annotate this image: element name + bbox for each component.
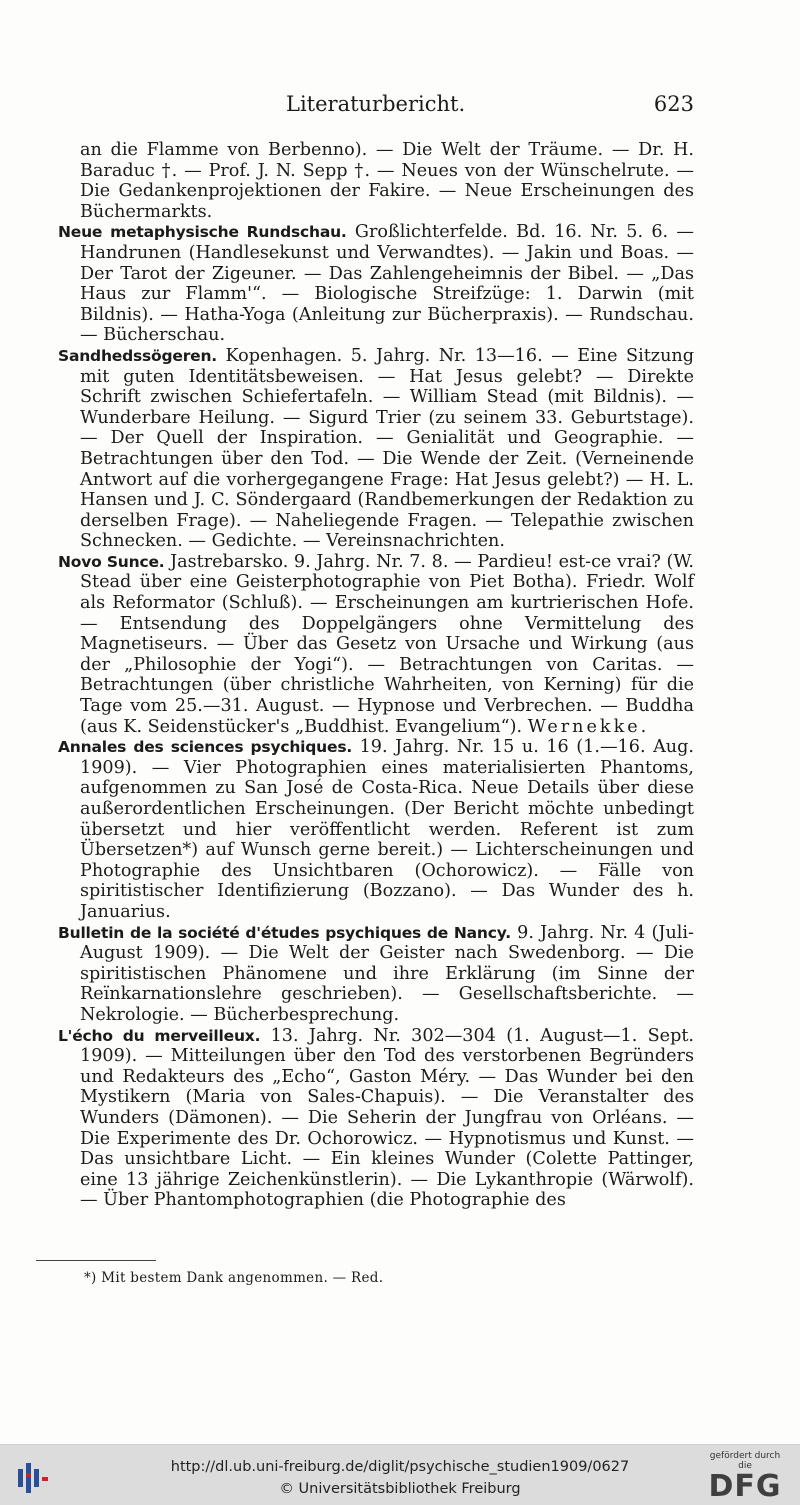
entry-headline: Annales des sciences psychiques.	[58, 738, 353, 757]
dfg-caption: gefördert durch die	[709, 1451, 781, 1471]
entry-neue-metaphysische-rundschau	[58, 222, 694, 346]
entry-headline: Novo Sunce.	[58, 552, 165, 571]
entry-text: an die Flamme von Berbenno). — Die Welt der Träume. — Dr. H. Baraduc †. — Prof. J. N. Sepp †. — Neues von der Wünschelrute. — Die Gedankenprojektionen der Fakire. — Neue Erscheinungen des Büchermarkts.	[80, 140, 694, 222]
entry-text: 13. Jahrg. Nr. 302—304 (1. August—1. Sept. 1909). — Mitteilungen über den Tod des verstorbenen Begründers und Redakteurs des „Echo“, Gaston Méry. — Das Wunder bei den Mystikern (Maria von Sales-Chapuis). — Die Veranstalter des Wunders (Dämonen). — Die Seherin der Jungfrau von Orléans. — Die Experimente des Dr. Ochorowicz. — Hypnotismus und Kunst. — Das unsichtbare Licht. — Ein kleines Wunder (Colette Pattinger, eine 13 jährige Zeichenkünstlerin). — Die Lykanthropie (Wärwolf). — Über Phantomphotographien (die Photographie des	[80, 1025, 694, 1211]
body-text	[58, 140, 694, 1211]
entry-sandhedssogeren	[58, 346, 694, 552]
running-head-title: Literaturbericht.	[286, 92, 466, 116]
entry-headline: Sandhedssögeren.	[58, 346, 217, 365]
reviewer-signature: Wernekke.	[527, 716, 650, 737]
entry-novo-sunce	[58, 552, 694, 737]
permalink-url[interactable]: http://dl.ub.uni-freiburg.de/diglit/psychische_studien1909/0627	[170, 1459, 630, 1475]
viewer-footer	[0, 1444, 800, 1505]
entry-headline: Neue metaphysische Rundschau.	[58, 223, 347, 242]
entry-text: Großlichterfelde. Bd. 16. Nr. 5. 6. — Handrunen (Handlesekunst und Verwandtes). — Jakin und Boas. — Der Tarot der Zigeuner. — Das Zahlengeheimnis der Bibel. — „Das Haus zur Flamm'“. — Biologische Streifzüge: 1. Darwin (mit Bildnis). — Hatha-Yoga (Anleitung zur Bücherpraxis). — Rundschau. — Bücherschau.	[80, 222, 694, 346]
entry-text: 19. Jahrg. Nr. 15 u. 16 (1.—16. Aug. 1909). — Vier Photographien eines materialisierten Phantoms, aufgenommen zu San José de Costa-Rica. Neue Details über diese außerordentlichen Erscheinungen. (Der Bericht möchte unbedingt übersetzt und hier veröffentlicht werden. Referent ist zum Übersetzen*) auf Wunsch gerne bereit.) — Lichterscheinungen und Photographie des Unsichtbaren (Ochorowicz). — Fälle von spiritistischer Identifizierung (Bozzano). — Das Wunder des h. Januarius.	[80, 737, 694, 922]
entry-text: Kopenhagen. 5. Jahrg. Nr. 13—16. — Eine Sitzung mit guten Identitätsbeweisen. — Hat Jesus gelebt? — Direkte Schrift zwischen Schiefertafeln. — William Stead (mit Bildnis). — Wunderbare Heilung. — Sigurd Trier (zu seinem 33. Geburtstage). — Der Quell der Inspiration. — Genialität und Geographie. — Betrachtungen über den Tod. — Die Wende der Zeit. (Verneinende Antwort auf die vorhergegangene Frage: Hat Jesus gelebt?) — H. L. Hansen und J. C. Söndergaard (Randbemerkungen der Redaktion zu derselben Frage). — Naheliegende Fragen. — Telepathie zwischen Schnecken. — Gedichte. — Vereinsnachrichten.	[80, 345, 694, 552]
entry-text: 9. Jahrg. Nr. 4 (Juli-August 1909). — Die Welt der Geister nach Swedenborg. — Die spiritistischen Phänomene und ihre Erklärung (im Sinne der Reïnkarnationslehre geschrieben). — Gesellschaftsberichte. — Nekrologie. — Bücherbesprechung.	[80, 922, 694, 1025]
footnote: *) Mit bestem Dank angenommen. — Red.	[84, 1270, 384, 1286]
entry-headline: Bulletin de la société d'études psychiques de Nancy.	[58, 923, 511, 942]
dfg-funding-badge	[702, 1451, 788, 1503]
entry-annales-des-sciences-psychiques	[58, 737, 694, 922]
entry-echo-du-merveilleux	[58, 1026, 694, 1211]
dfg-logo: DFG	[708, 1469, 782, 1504]
footnote-divider	[36, 1260, 156, 1261]
entry-continuation	[58, 140, 694, 222]
entry-bulletin-nancy	[58, 923, 694, 1026]
entry-text: Jastrebarsko. 9. Jahrg. Nr. 7. 8. — Pardieu! est-ce vrai? (W. Stead über eine Geisterphotographie von Piet Botha). Friedr. Wolf als Reformator (Schluß). — Erscheinungen am kurtrierischen Hofe. — Entsendung des Doppelgängers ohne Vermittelung des Magnetiseurs. — Über das Gesetz von Ursache und Wirkung (aus der „Philosophie der Yogi“). — Betrachtungen von Caritas. — Betrachtungen (über christliche Wahrheiten, von Kerning) für die Tage vom 25.—31. August. — Hypnose und Verbrechen. — Buddha (aus K. Seidenstücker's „Buddhist. Evangelium“).	[80, 551, 694, 737]
running-head	[58, 92, 694, 118]
page-number: 623	[653, 92, 694, 116]
copyright-notice: © Universitätsbibliothek Freiburg	[279, 1481, 521, 1497]
entry-headline: L'écho du merveilleux.	[58, 1026, 261, 1045]
